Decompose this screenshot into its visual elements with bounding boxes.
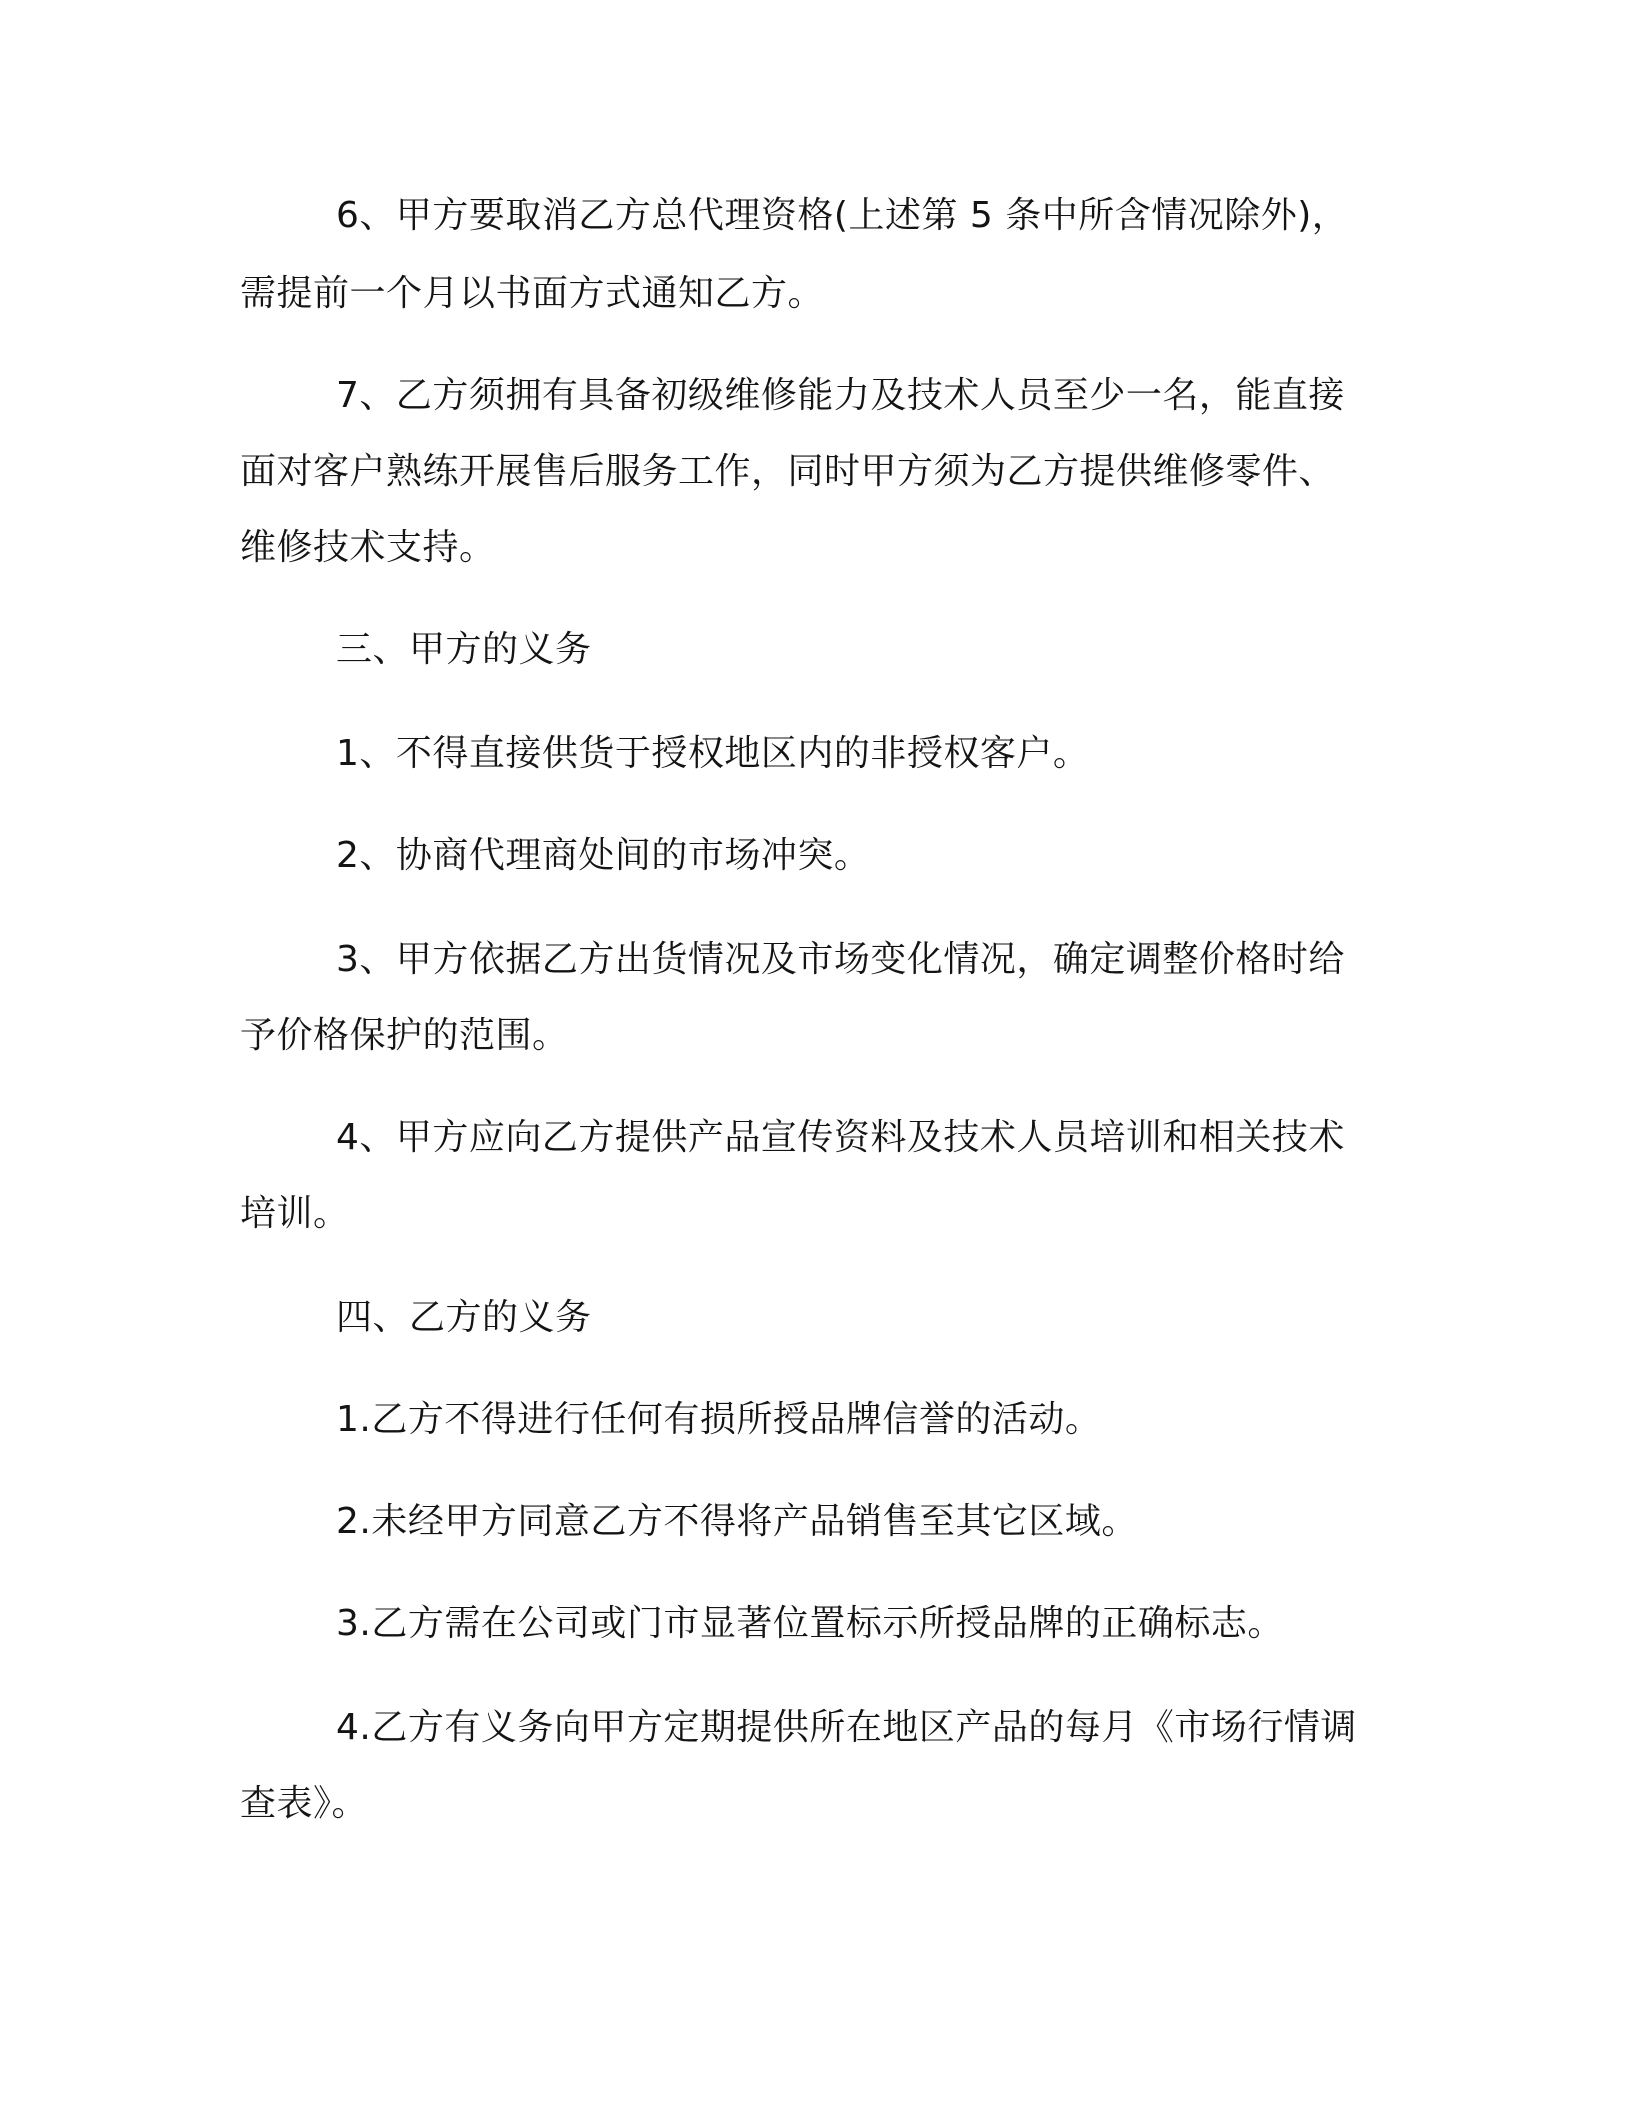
party-b-duty-3: 3.乙方需在公司或门市显著位置标示所授品牌的正确标志。	[336, 1603, 1284, 1644]
party-a-duty-3-line-1: 3、甲方依据乙方出货情况及市场变化情况，确定调整价格时给	[336, 939, 1345, 980]
clause-6-line-1: 6、甲方要取消乙方总代理资格(上述第 5 条中所含情况除外)，	[336, 195, 1349, 236]
party-a-duty-2: 2、协商代理商处间的市场冲突。	[336, 835, 871, 876]
section-heading-4: 四、乙方的义务	[336, 1297, 592, 1338]
clause-6-line-2: 需提前一个月以书面方式通知乙方。	[240, 273, 825, 314]
party-b-duty-4-line-2: 查表》。	[240, 1783, 369, 1824]
party-b-duty-4-line-1: 4.乙方有义务向甲方定期提供所在地区产品的每月《市场行情调	[336, 1707, 1357, 1748]
party-a-duty-4-line-1: 4、甲方应向乙方提供产品宣传资料及技术人员培训和相关技术	[336, 1117, 1345, 1158]
section-heading-3: 三、甲方的义务	[336, 629, 592, 670]
clause-7-line-3: 维修技术支持。	[240, 527, 496, 568]
party-a-duty-4-line-2: 培训。	[240, 1193, 350, 1234]
party-a-duty-3-line-2: 予价格保护的范围。	[240, 1015, 569, 1056]
clause-7-line-1: 7、乙方须拥有具备初级维修能力及技术人员至少一名，能直接	[336, 375, 1345, 416]
party-a-duty-1: 1、不得直接供货于授权地区内的非授权客户。	[336, 733, 1090, 774]
party-b-duty-1: 1.乙方不得进行任何有损所授品牌信誉的活动。	[336, 1399, 1102, 1440]
party-b-duty-2: 2.未经甲方同意乙方不得将产品销售至其它区域。	[336, 1501, 1138, 1542]
clause-7-line-2: 面对客户熟练开展售后服务工作，同时甲方须为乙方提供维修零件、	[240, 451, 1336, 492]
